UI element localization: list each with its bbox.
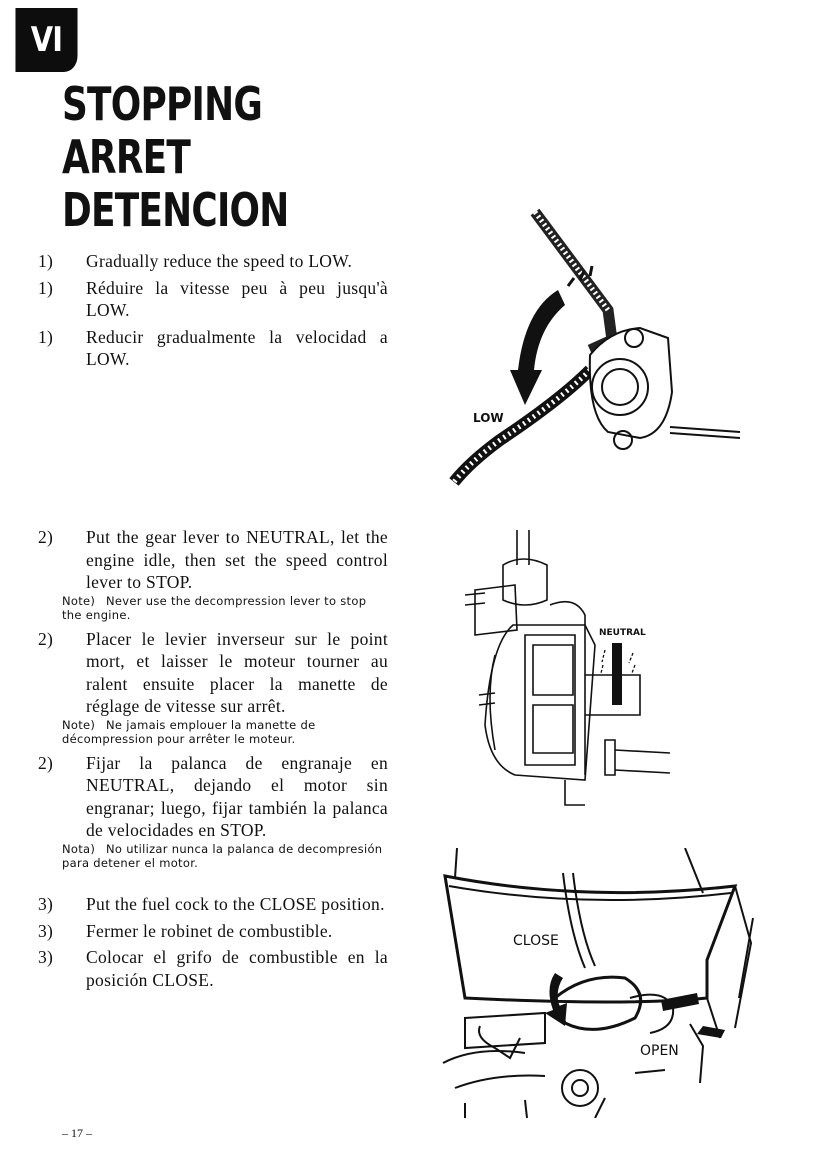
fig3-open-label: OPEN	[640, 1043, 679, 1059]
close-direction-arrow	[545, 973, 567, 1026]
chapter-tab: VI	[15, 8, 77, 72]
step-1-spanish: 1) Reducir gradualmente la velocidad a LOW.	[38, 326, 388, 369]
heading-spanish: DETENCION	[62, 183, 289, 237]
heading-french: ARRET	[62, 130, 191, 184]
step-2-spanish: 2) Fijar la palanca de engranaje en NEUTRAL, dejando el motor sin engranar; luego, fijar también la palanca de velocidades en STOP.	[38, 752, 388, 840]
step-2-english: 2) Put the gear lever to NEUTRAL, let the engine idle, then set the speed control lever to STOP.	[38, 527, 388, 592]
figure-speed-lever	[440, 200, 750, 495]
step-3-french: 3) Fermer le robinet de combustible.	[38, 920, 333, 941]
figure-gear-lever	[455, 525, 695, 815]
neutral-gear-lever	[612, 643, 622, 705]
step-2-french-note: Note) Ne jamais emplouer la manette de décompression pour arrêter le moteur.	[62, 717, 316, 746]
step-1-english: 1) Gradually reduce the speed to LOW.	[38, 251, 353, 271]
step-2-english-note: Note) Never use the decompression lever to stop the engine.	[62, 593, 367, 622]
step-1-french: 1) Réduire la vitesse peu à peu jusqu'à LOW.	[38, 277, 388, 320]
fig3-close-label: CLOSE	[513, 933, 559, 949]
page-number: – 17 –	[62, 1126, 92, 1140]
fuel-cock-handle	[661, 993, 699, 1011]
step-2-french: 2) Placer le levier inverseur sur le point mort, et laisser le moteur tourner au ralent ensuite placer la manette de réglage de vitesse sur arrêt.	[38, 628, 388, 716]
fig2-neutral-label: NEUTRAL	[599, 628, 646, 638]
step-1	[38, 250, 388, 371]
heading-english: STOPPING	[62, 77, 263, 131]
step-3	[38, 893, 388, 991]
low-direction-arrow	[510, 290, 565, 405]
step-3-spanish: 3) Colocar el grifo de combustible en la posición CLOSE.	[38, 947, 388, 990]
figure-fuel-cock	[435, 848, 765, 1118]
step-3-english: 3) Put the fuel cock to the CLOSE position.	[38, 894, 385, 914]
step-2-spanish-note: Nota) No utilizar nunca la palanca de decompresión para detener el motor.	[62, 841, 383, 870]
step-2	[38, 526, 388, 876]
fig1-low-label: LOW	[473, 411, 504, 425]
